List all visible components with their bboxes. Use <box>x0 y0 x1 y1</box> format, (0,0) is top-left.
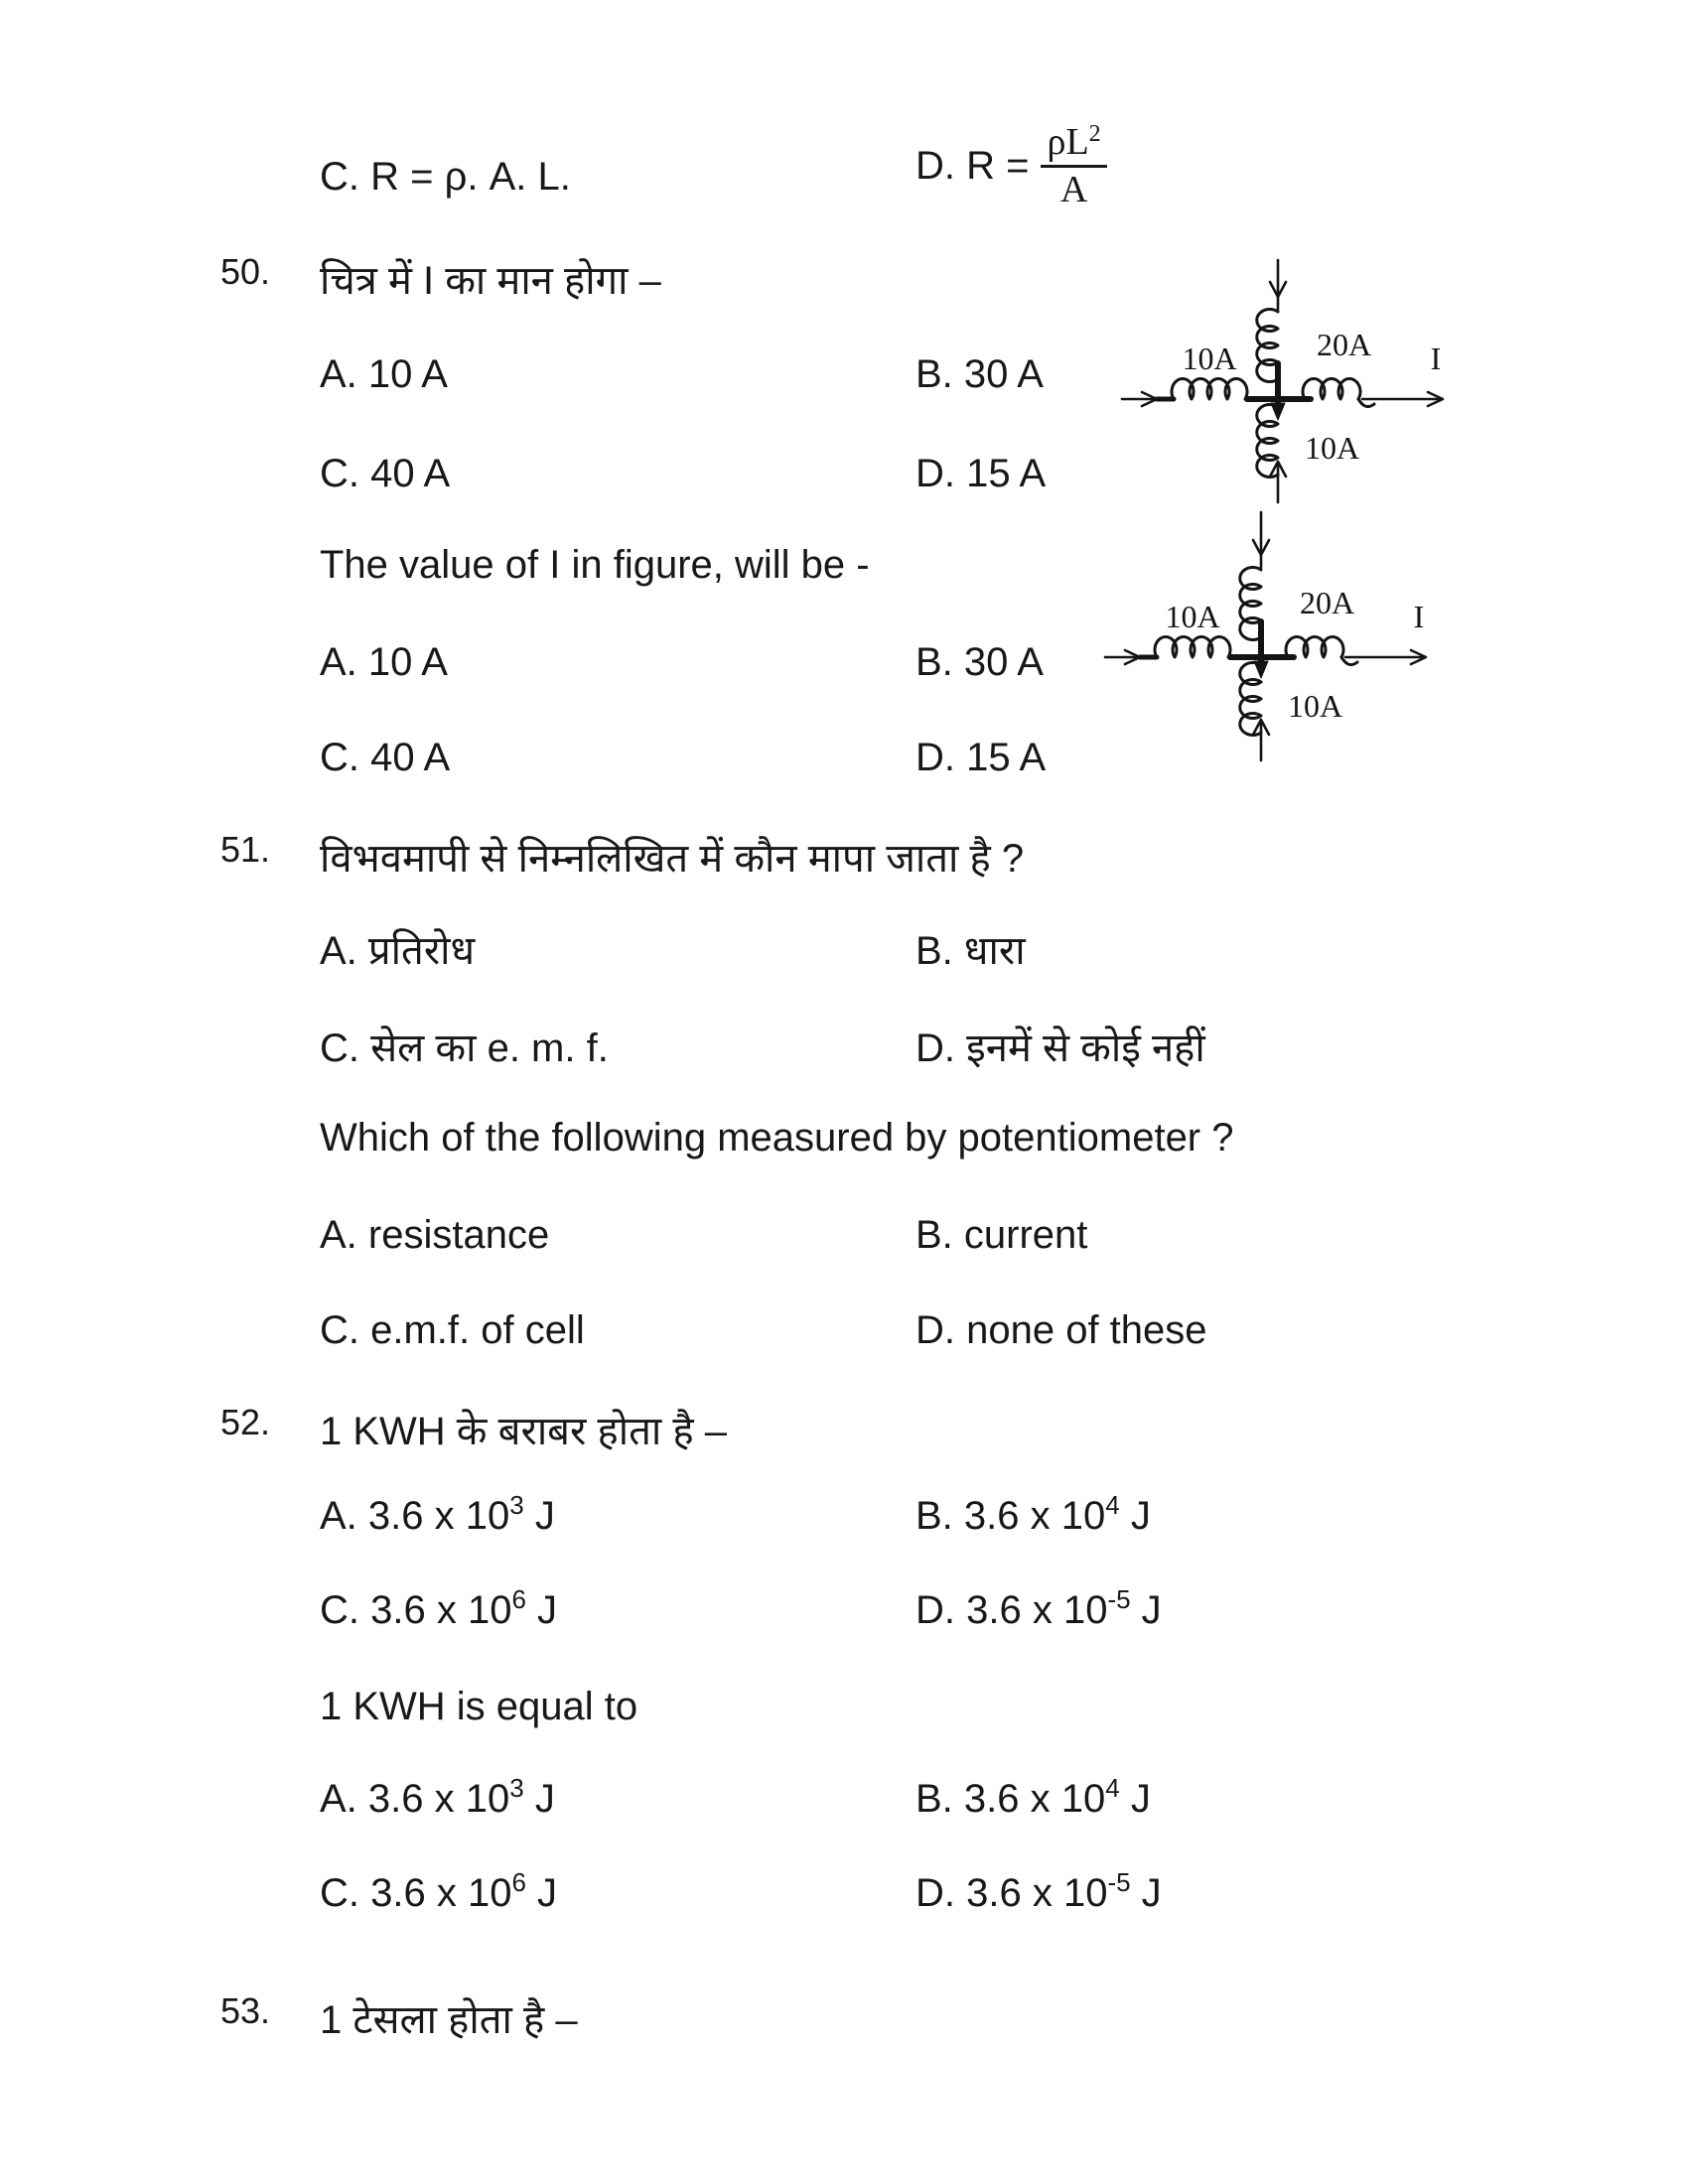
resistor-coil-top <box>1240 568 1261 640</box>
q52-option-b <box>915 1490 1151 1539</box>
prev-option-d-prefix: D. R = <box>915 143 1030 188</box>
q51-question-english: Which of the following measured by potentiometer ? <box>320 1116 1234 1160</box>
q52-option-d-en <box>915 1867 1162 1916</box>
q51-question-row-hindi <box>0 829 1688 885</box>
q50-option-a-en: A. 10 A <box>320 640 448 684</box>
q50-option-d-en: D. 15 A <box>915 736 1047 779</box>
q52-option-c <box>320 1584 558 1633</box>
q52-option-a-en-unit: J <box>523 1777 555 1821</box>
q52-option-c-en-base: C. 3.6 x 10 <box>320 1871 512 1915</box>
top-branch-current-label: 20A <box>1317 327 1372 362</box>
circuit-junction-drawing <box>1122 260 1443 502</box>
q50-options-ab-english <box>0 640 1688 696</box>
bottom-branch-current-label: 10A <box>1305 430 1360 466</box>
q52-option-d <box>915 1584 1162 1633</box>
q53-number: 53. <box>220 1990 271 2031</box>
q50-option-c: C. 40 A <box>320 452 451 495</box>
q52-option-b-en-unit: J <box>1119 1777 1151 1821</box>
q52-options-ab-english <box>0 1773 1688 1833</box>
q51-option-a-hi: A. प्रतिरोध <box>320 929 476 973</box>
q52-option-b-en-exponent: 4 <box>1105 1773 1120 1803</box>
q51-question-hindi: विभवमापी से निम्नलिखित में कौन मापा जाता है ? <box>320 837 1025 881</box>
q53-question-row-hindi <box>0 1990 1688 2046</box>
q51-options-ab-english <box>0 1213 1688 1269</box>
q51-option-d-en: D. none of these <box>915 1308 1207 1352</box>
q52-option-a-en-exponent: 3 <box>509 1773 524 1803</box>
prev-question-options-row <box>0 155 1688 210</box>
q52-option-d-en-exponent: -5 <box>1107 1867 1131 1897</box>
q50-option-b-en: B. 30 A <box>915 640 1044 684</box>
q52-option-b-exponent: 4 <box>1105 1490 1120 1520</box>
q50-options-cd-english <box>0 736 1688 791</box>
q52-question-row-hindi <box>0 1402 1688 1457</box>
q52-option-a-base: A. 3.6 x 10 <box>320 1494 510 1538</box>
q51-options-ab-hindi <box>0 921 1688 977</box>
q51-question-row-english <box>0 1116 1688 1171</box>
resistance-formula-fraction <box>1041 121 1106 210</box>
q52-option-c-base: C. 3.6 x 10 <box>320 1588 512 1632</box>
q51-option-d-hi: D. इनमें से कोई नहीं <box>915 1026 1205 1070</box>
q52-option-a <box>320 1490 555 1539</box>
q52-option-a-unit: J <box>523 1494 555 1538</box>
resistor-coil-right <box>1286 637 1343 657</box>
q50-option-c-en: C. 40 A <box>320 736 451 779</box>
q52-option-d-unit: J <box>1130 1588 1162 1632</box>
fraction-denominator: A <box>1059 168 1088 210</box>
prev-option-c: C. R = ρ. A. L. <box>320 155 571 199</box>
resistor-coil-left <box>1155 637 1230 657</box>
q52-option-b-unit: J <box>1119 1494 1151 1538</box>
left-branch-current-label: 10A <box>1182 341 1237 376</box>
top-branch-current-label: 20A <box>1300 585 1355 620</box>
q50-circuit-figure-hindi <box>1112 252 1450 504</box>
q52-option-b-en-base: B. 3.6 x 10 <box>915 1777 1106 1821</box>
q52-option-c-en-unit: J <box>525 1871 558 1915</box>
q52-option-b-en <box>915 1773 1151 1822</box>
right-branch-current-label: I <box>1430 341 1442 376</box>
resistor-coil-top <box>1257 310 1278 382</box>
q52-option-d-en-unit: J <box>1130 1871 1162 1915</box>
q52-options-cd-english <box>0 1867 1688 1927</box>
bottom-branch-current-label: 10A <box>1288 688 1343 724</box>
q52-option-c-unit: J <box>525 1588 558 1632</box>
q52-option-c-exponent: 6 <box>511 1584 526 1614</box>
q50-question-english: The value of I in figure, will be - <box>320 543 870 587</box>
q52-number: 52. <box>220 1402 271 1442</box>
q51-option-c-hi: C. सेल का e. m. f. <box>320 1026 609 1070</box>
q52-option-d-en-base: D. 3.6 x 10 <box>915 1871 1108 1915</box>
fraction-numerator-exponent: 2 <box>1088 121 1101 147</box>
q51-option-a-en: A. resistance <box>320 1213 550 1257</box>
q52-option-d-exponent: -5 <box>1107 1584 1131 1614</box>
q52-option-b-base: B. 3.6 x 10 <box>915 1494 1106 1538</box>
q50-option-d: D. 15 A <box>915 452 1047 495</box>
prev-option-d <box>915 121 1107 210</box>
resistor-coil-left <box>1172 379 1247 399</box>
q51-number: 51. <box>220 829 271 870</box>
q52-options-ab-hindi <box>0 1490 1688 1550</box>
q52-options-cd-hindi <box>0 1584 1688 1644</box>
q50-number: 50. <box>220 251 271 292</box>
q50-circuit-figure-english <box>1095 508 1433 764</box>
q51-option-b-hi: B. धारा <box>915 929 1026 973</box>
q50-option-a: A. 10 A <box>320 352 448 396</box>
q53-question-hindi: 1 टेसला होता है – <box>320 1998 578 2042</box>
q52-option-a-en <box>320 1773 555 1822</box>
q52-option-c-en-exponent: 6 <box>511 1867 526 1897</box>
q52-question-hindi: 1 KWH के बराबर होता है – <box>320 1410 727 1453</box>
right-branch-current-label: I <box>1413 599 1425 634</box>
q51-option-c-en: C. e.m.f. of cell <box>320 1308 585 1352</box>
q52-option-d-base: D. 3.6 x 10 <box>915 1588 1108 1632</box>
q50-question-row-english <box>0 543 1688 599</box>
q50-question-hindi: चित्र में I का मान होगा – <box>320 259 661 303</box>
left-branch-current-label: 10A <box>1165 599 1220 634</box>
q51-options-cd-hindi <box>0 1019 1688 1074</box>
q52-option-a-en-base: A. 3.6 x 10 <box>320 1777 510 1821</box>
q52-question-english: 1 KWH is equal to <box>320 1685 638 1728</box>
q52-option-a-exponent: 3 <box>509 1490 524 1520</box>
q51-option-b-en: B. current <box>915 1213 1088 1257</box>
q52-question-row-english <box>0 1685 1688 1740</box>
fraction-numerator-text: ρL <box>1047 121 1089 163</box>
circuit-junction-drawing <box>1105 512 1426 760</box>
q51-options-cd-english <box>0 1308 1688 1364</box>
fraction-numerator <box>1041 121 1106 168</box>
q52-option-c-en <box>320 1867 558 1916</box>
resistor-coil-right <box>1303 379 1360 399</box>
q50-option-b: B. 30 A <box>915 352 1044 396</box>
